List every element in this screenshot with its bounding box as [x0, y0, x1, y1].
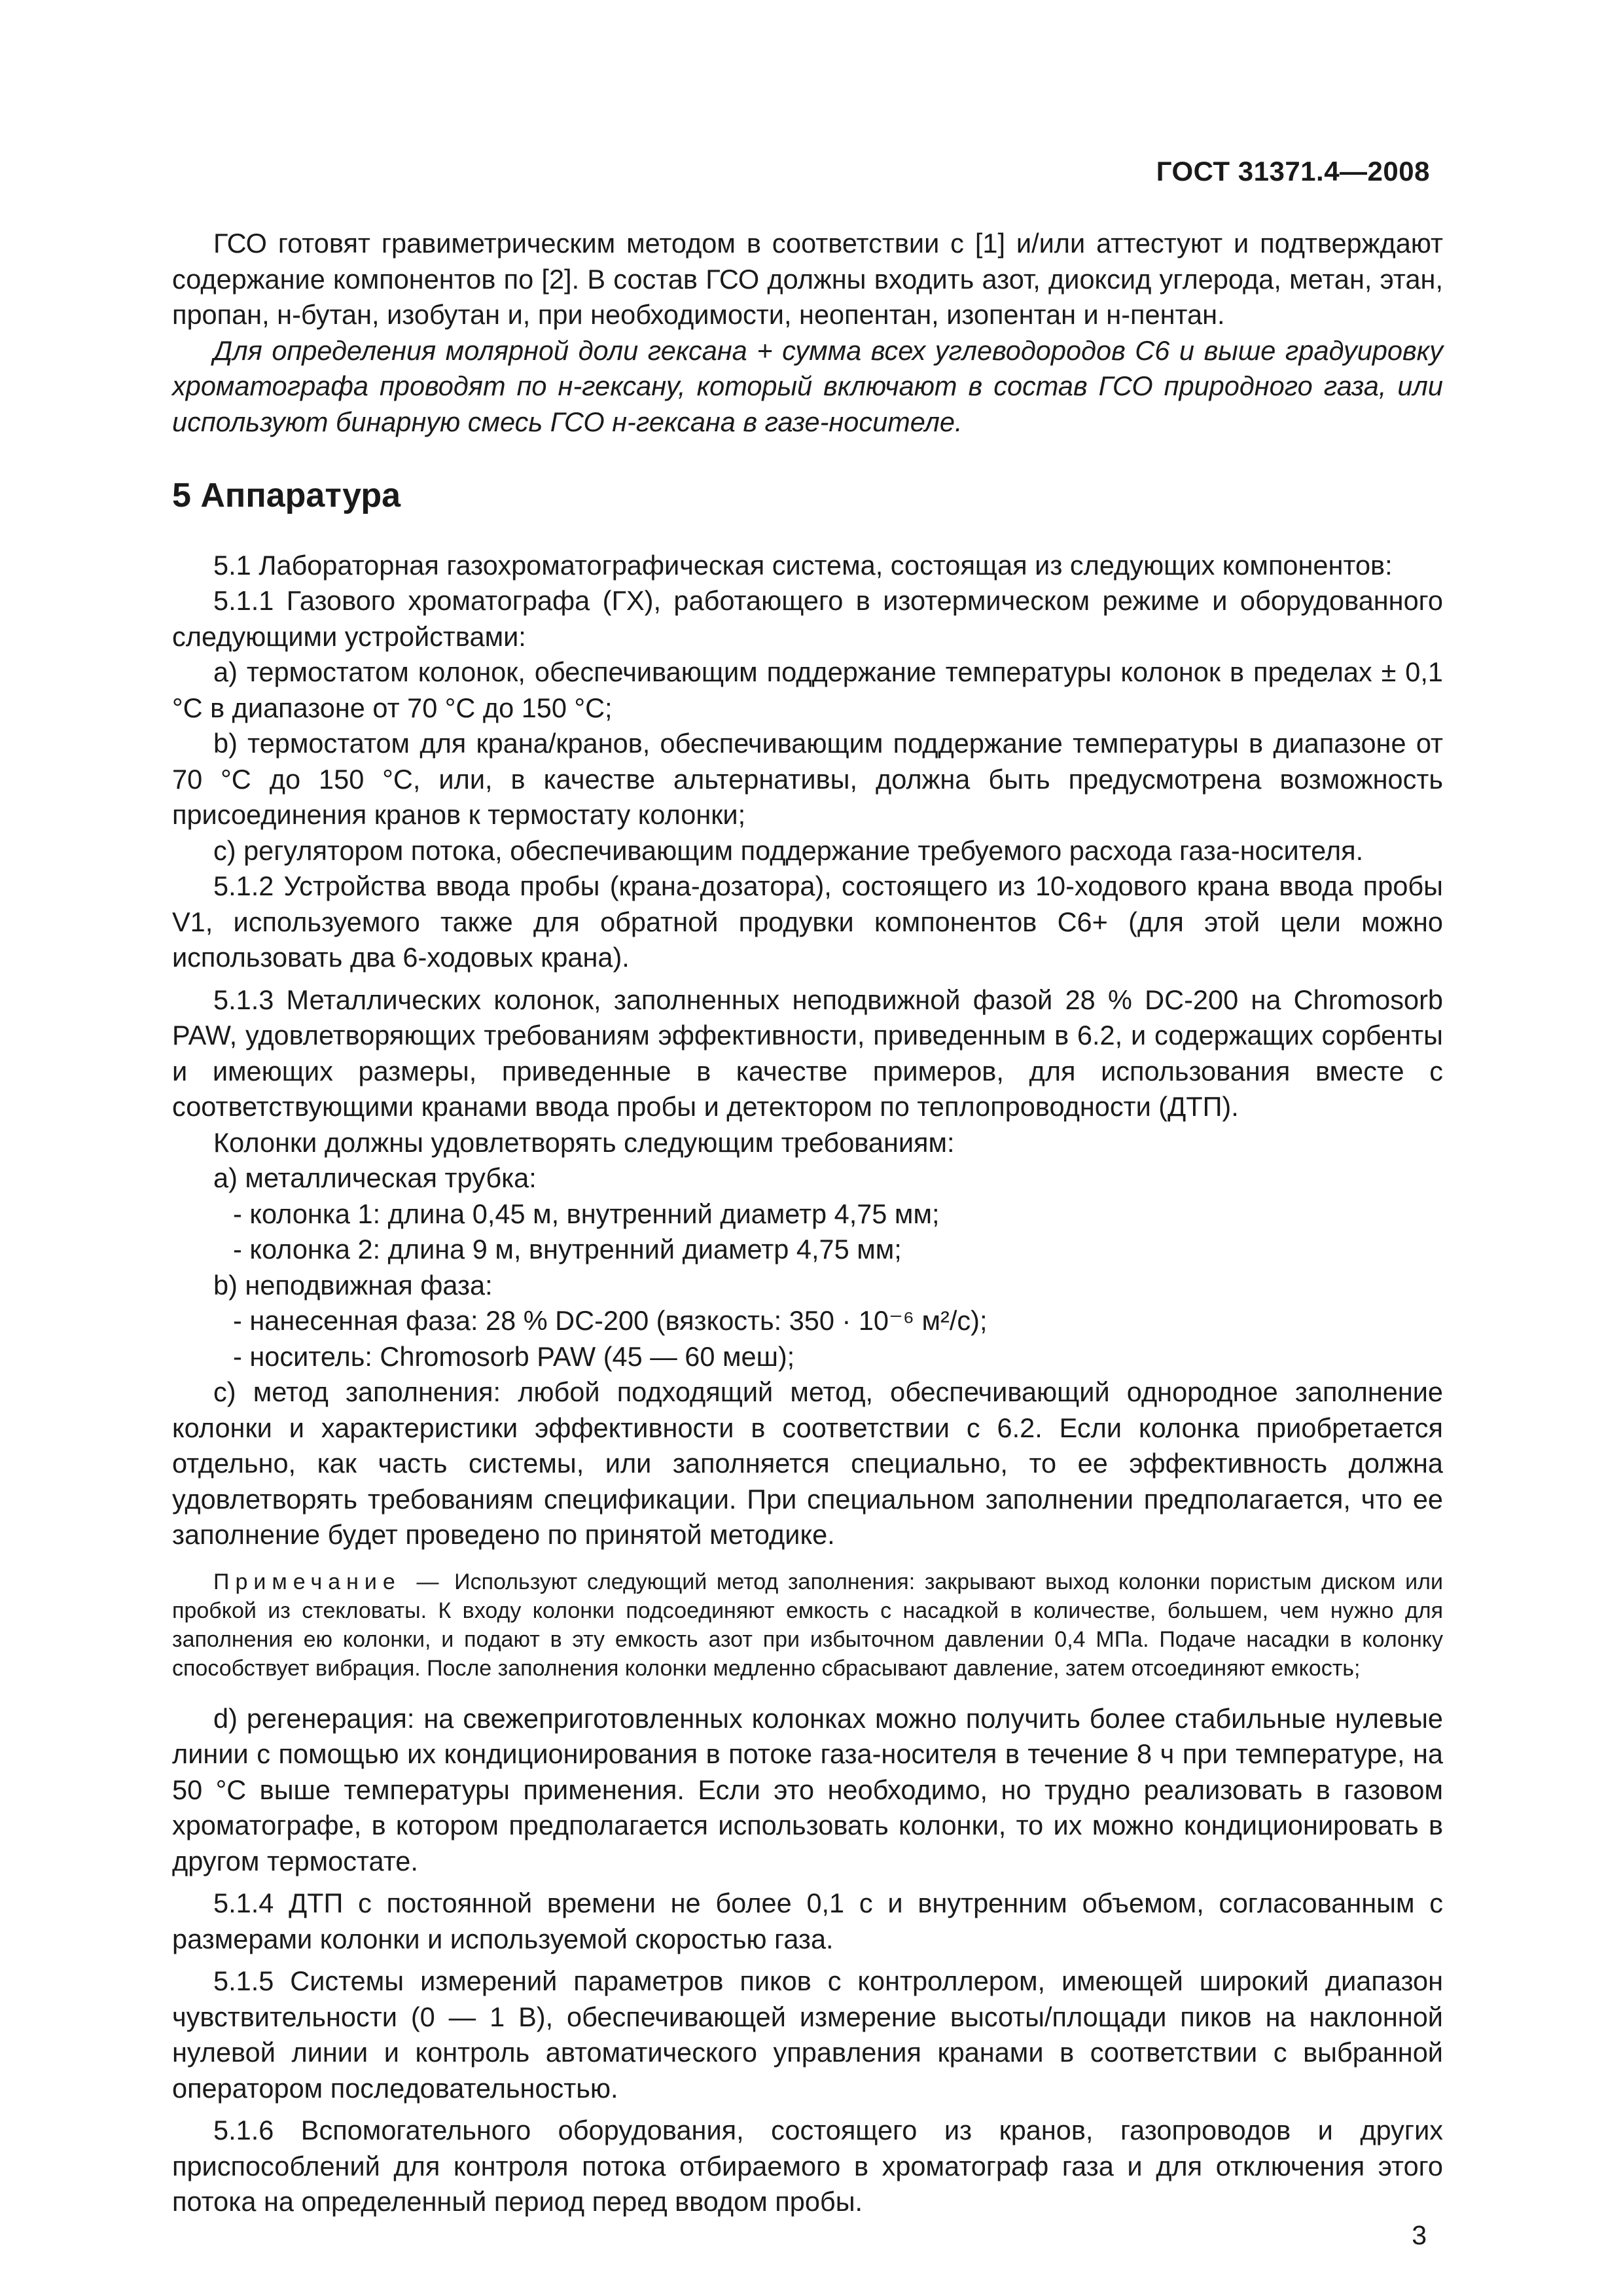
page-number: 3: [1412, 2220, 1427, 2250]
note-label: Примечание —: [213, 1569, 445, 1594]
document-code: ГОСТ 31371.4—2008: [1156, 156, 1430, 187]
clause-5-1-2: 5.1.2 Устройства ввода пробы (крана-дозатора), состоящего из 10-ходового крана ввода пробы V1, используемого также для обратной продувки компонентов С6+ (для этой цели можно использовать два 6-ходовых крана).: [172, 870, 1443, 973]
requirement-b-carrier: - носитель: Chromosorb PAW (45 — 60 меш);: [233, 1340, 795, 1372]
clause-5-1-1: 5.1.1 Газового хроматографа (ГХ), работающего в изотермическом режиме и оборудованного следующими устройствами:: [172, 585, 1443, 652]
requirement-a-column-2: - колонка 2: длина 9 м, внутренний диаметр 4,75 мм;: [233, 1234, 902, 1265]
requirement-c: c) метод заполнения: любой подходящий метод, обеспечивающий однородное заполнение колонки и характеристики эффективности в соответствии с 6.2. Если колонка приобретается отдельно, как часть системы, или заполняется специально, то ее эффективность должна удовлетворять требованиям спецификации. При специальном заполнении предполагается, что ее заполнение будет проведено по принятой методике.: [172, 1376, 1443, 1550]
section-heading: 5 Аппаратура: [172, 476, 401, 514]
requirement-b-phase: - нанесенная фаза: 28 % DC-200 (вязкость: 350 · 10⁻⁶ м²/с);: [233, 1305, 988, 1336]
requirement-a-column-1: - колонка 1: длина 0,45 м, внутренний диаметр 4,75 мм;: [233, 1198, 940, 1229]
note-text: Используют следующий метод заполнения: закрывают выход колонки пористым диском или пробкой из стекловаты. К входу колонки подсоединяют емкость с насадкой в количестве, большем, чем нужно для заполнения ею колонки, и подают в эту емкость азот при избыточном давлении 0,4 МПа. Подаче насадки в колонку способствует вибрация. После заполнения колонки медленно сбрасывают давление, затем отсоединяют емкость;: [172, 1569, 1443, 1681]
clause-5-1: 5.1 Лабораторная газохроматографическая система, состоящая из следующих компонентов:: [213, 549, 1393, 581]
clause-5-1-1-c: c) регулятором потока, обеспечивающим поддержание требуемого расхода газа-носителя.: [213, 834, 1364, 866]
clause-5-1-6: 5.1.6 Вспомогательного оборудования, состоящего из кранов, газопроводов и других приспособлений для контроля потока отбираемого в хроматограф газа и для отключения этого потока на определенный период перед вводом пробы.: [172, 2115, 1443, 2217]
clause-5-1-1-a: a) термостатом колонок, обеспечивающим поддержание температуры колонок в пределах ± 0,1 °С в диапазоне от 70 °С до 150 °С;: [172, 656, 1443, 723]
paragraph-gso-preparation: ГСО готовят гравиметрическим методом в соответствии с [1] и/или аттестуют и подтверждают содержание компонентов по [2]. В состав ГСО должны входить азот, диоксид углерода, метан, этан, пропан, н-бутан, изобутан и, при необходимости, неопентан, изопентан и н-пентан.: [172, 228, 1443, 330]
clause-5-1-3: 5.1.3 Металлических колонок, заполненных неподвижной фазой 28 % DC-200 на Chromosorb PAW, удовлетворяющих требованиям эффективности, приведенным в 6.2, и содержащих сорбенты и имеющих размеры, приведенные в качестве примеров, для использования вместе с соответствующими кранами ввода пробы и детектором по теплопроводности (ДТП).: [172, 984, 1443, 1122]
requirement-a: a) металлическая трубка:: [213, 1162, 537, 1193]
requirement-d: d) регенерация: на свежеприготовленных колонках можно получить более стабильные нулевые линии с помощью их кондиционирования в потоке газа-носителя в течение 8 ч при температуре, на 50 °С выше температуры применения. Если это необходимо, но трудно реализовать в газовом хроматографе, в котором предполагается использовать колонки, то их можно кондиционировать в другом термостате.: [172, 1702, 1443, 1876]
requirements-intro: Колонки должны удовлетворять следующим требованиям:: [213, 1126, 955, 1158]
page-content: [172, 226, 1443, 2220]
paragraph-hexane-calibration: Для определения молярной доли гексана + сумма всех углеводородов С6 и выше градуировку хроматографа проводят по н-гексану, который включают в состав ГСО природного газа, или используют бинарную смесь ГСО н-гексана в газе-носителе.: [172, 334, 1443, 437]
note: [172, 1568, 1443, 1683]
clause-5-1-4: 5.1.4 ДТП с постоянной времени не более 0,1 с и внутренним объемом, согласованным с размерами колонки и используемой скоростью газа.: [172, 1888, 1443, 1954]
requirement-b: b) неподвижная фаза:: [213, 1269, 493, 1300]
clause-5-1-1-b: b) термостатом для крана/кранов, обеспечивающим поддержание температуры в диапазоне от 70 °С до 150 °С, или, в качестве альтернативы, должна быть предусмотрена возможность присоединения кранов к термостату колонки;: [172, 728, 1443, 830]
clause-5-1-5: 5.1.5 Системы измерений параметров пиков с контроллером, имеющей широкий диапазон чувствительности (0 — 1 В), обеспечивающей измерение высоты/площади пиков на наклонной нулевой линии и контроль автоматического управления кранами в соответствии с выбранной оператором последовательностью.: [172, 1965, 1443, 2104]
